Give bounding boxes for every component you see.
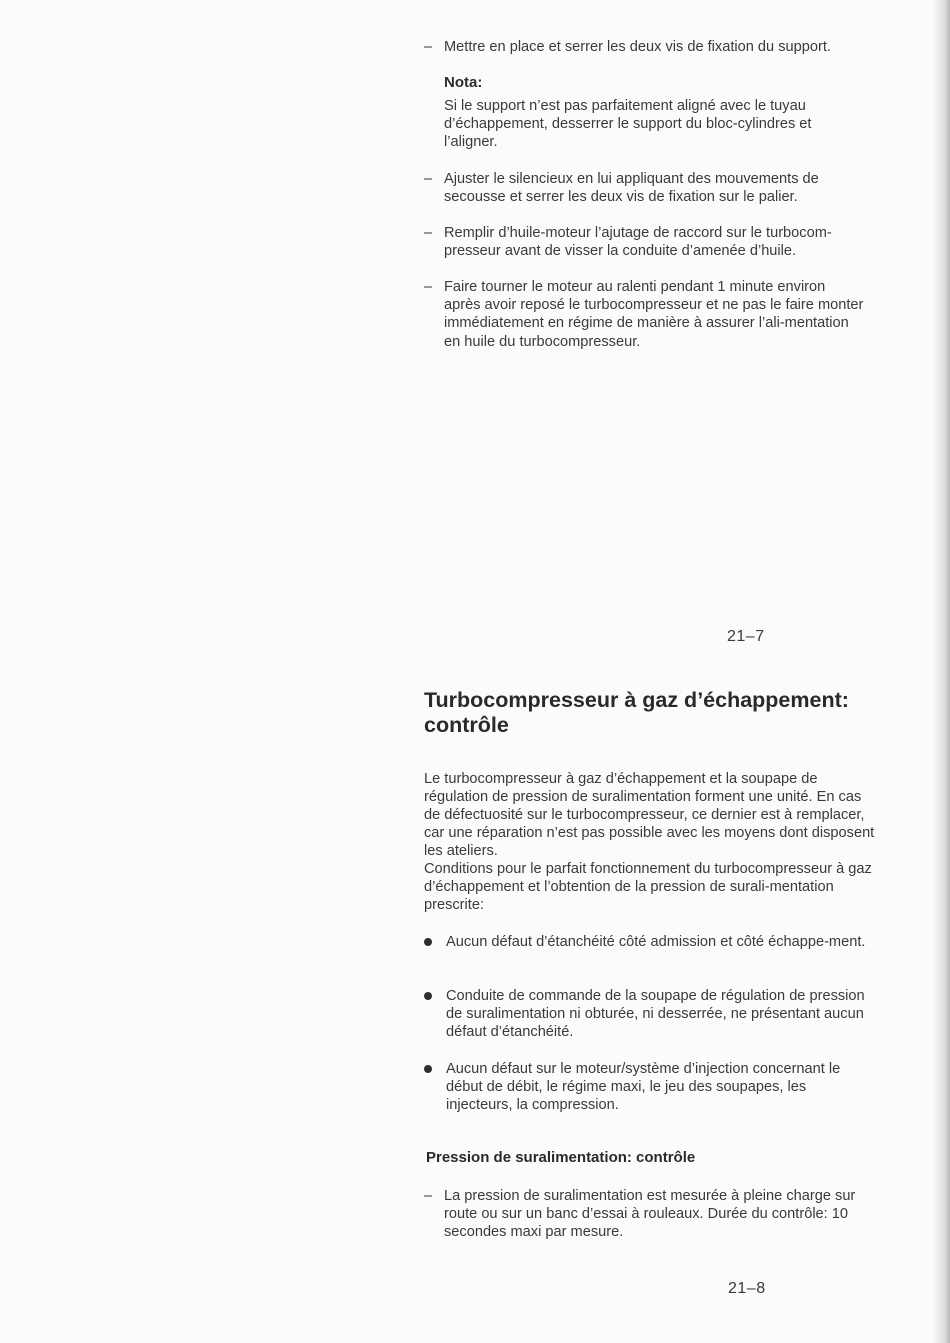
step-measure-pressure (424, 1187, 869, 1242)
section-intro (424, 770, 879, 914)
page-number-top: 21–7 (727, 628, 765, 645)
scan-shadow-edge (932, 0, 950, 1343)
bullet-text: Conduite de commande de la soupape de régulation de pression de suralimentation ni obturée, ni desserrée, ne présentant aucun défaut d’étanchéité. (446, 988, 865, 1041)
step-text: Ajuster le silencieux en lui appliquant des mouvements de secousse et serrer les deux vis de fixation sur le palier. (444, 171, 819, 206)
bullet-text: Aucun défaut d’étanchéité côté admission et côté échappe-ment. (446, 934, 866, 950)
intro-paragraph: Le turbocompresseur à gaz d’échappement et la soupape de régulation de pression de suralimentation forment une unité. En cas de défectuosité sur le turbocompresseur, ce dernier est à remplacer, car une réparation n’est pas possible avec les moyens dont disposent les ateliers. (424, 771, 875, 859)
nota-text: Si le support n’est pas parfaitement aligné avec le tuyau d’échappement, desserrer le support du bloc-cylindres et l’aligner. (444, 98, 812, 151)
condition-bullet (424, 1060, 874, 1115)
section-title: Turbocompresseur à gaz d’échappement: contrôle (424, 688, 849, 737)
dash-marker: – (424, 1188, 433, 1204)
nota-title: Nota: (444, 74, 483, 91)
intro-conditions: Conditions pour le parfait fonctionnement du turbocompresseur à gaz d’échappement et l’obtention de la pression de surali-mentation prescrite: (424, 861, 872, 913)
step-text: La pression de suralimentation est mesurée à pleine charge sur route ou sur un banc d’essai à rouleaux. Durée du contrôle: 10 secondes maxi par mesure. (444, 1188, 856, 1241)
condition-bullet (424, 933, 874, 951)
step-text: Mettre en place et serrer les deux vis de fixation du support. (444, 39, 831, 55)
step-text: Faire tourner le moteur au ralenti pendant 1 minute environ après avoir reposé le turbocompresseur et ne pas le faire monter immédiatement en régime de manière à assurer l’ali-mentation en huile du turbocompresseur. (444, 279, 864, 350)
page-number-bottom: 21–8 (728, 1280, 766, 1297)
step-text: Remplir d’huile-moteur l’ajutage de raccord sur le turbocom-presseur avant de visser la conduite d’amenée d’huile. (444, 225, 832, 260)
dash-marker: – (424, 39, 433, 55)
dash-marker: – (424, 279, 433, 295)
bullet-dot (424, 938, 432, 946)
step-mount-support (424, 38, 864, 56)
dash-marker: – (424, 171, 433, 187)
dash-marker: – (424, 225, 433, 241)
bullet-dot (424, 992, 432, 1000)
bullet-text: Aucun défaut sur le moteur/système d’injection concernant le début de débit, le régime maxi, le jeu des soupapes, les injecteurs, la compression. (446, 1061, 841, 1114)
subsection-title: Pression de suralimentation: contrôle (426, 1149, 696, 1166)
condition-bullet (424, 987, 874, 1042)
bullet-dot (424, 1065, 432, 1073)
step-adjust-silencer (424, 170, 864, 206)
step-fill-oil (424, 224, 864, 260)
step-idle-engine (424, 278, 864, 351)
